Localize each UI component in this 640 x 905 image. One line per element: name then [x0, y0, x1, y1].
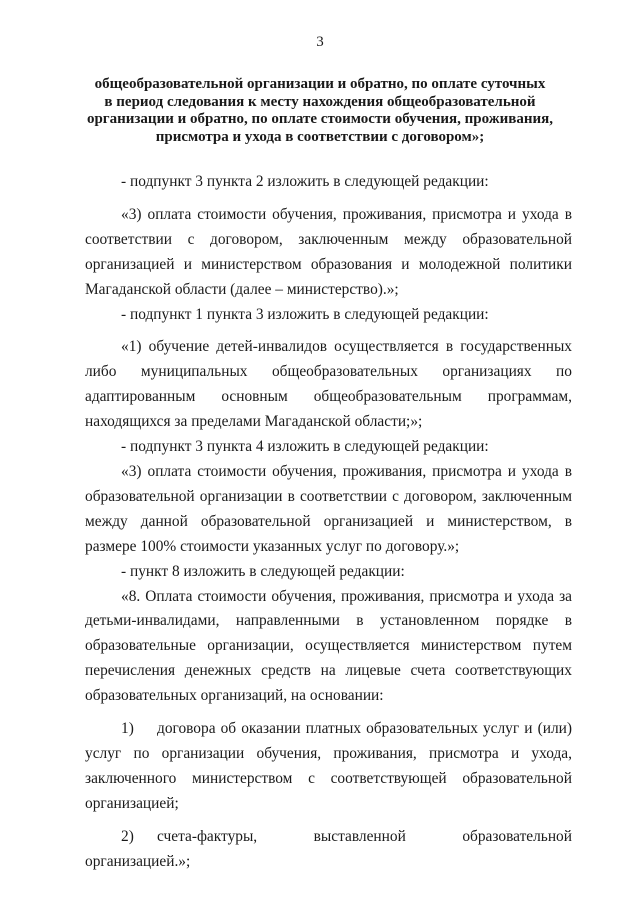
list-item-text: договора об оказании платных образовательных услуг и (или) услуг по организации обучения, проживания, присмотра и ухода, заключенного министерством с соответствующей образовательной организацией;: [85, 720, 572, 812]
page-number: 3: [316, 34, 324, 50]
paragraph: - подпункт 1 пункта 3 изложить в следующей редакции:: [121, 305, 489, 323]
list-item: [85, 717, 572, 817]
list-item-text: счета-фактуры, выставленной образовательной организацией.»;: [85, 827, 572, 870]
paragraph: «3) оплата стоимости обучения, проживания, присмотра и ухода в соответствии с договором, заключенным между образовательной организацией и министерством образования и молодежной политики Магаданской области (далее – министерство).»;: [85, 205, 572, 298]
paragraph: - подпункт 3 пункта 2 изложить в следующей редакции:: [121, 173, 489, 190]
heading-line: присмотра и ухода в соответствии с договором»;: [155, 128, 485, 145]
heading: [60, 76, 580, 146]
list-item-number: 1): [121, 720, 134, 738]
heading-line: общеобразовательной организации и обратно, по оплате суточных: [94, 76, 546, 92]
paragraph: - пункт 8 изложить в следующей редакции:: [121, 562, 405, 580]
heading-line: в период следования к месту нахождения общеобразовательной: [104, 93, 536, 110]
list-item-number: 2): [121, 827, 134, 845]
paragraph: «3) оплата стоимости обучения, проживания, присмотра и ухода в образовательной организации в соответствии с договором, заключенным между данной образовательной организацией и министерством, в размере 100% стоимости указанных услуг по договору.»;: [85, 462, 572, 555]
heading-line: организации и обратно, по оплате стоимости обучения, проживания,: [86, 111, 554, 127]
paragraph: «8. Оплата стоимости обучения, проживания, присмотра и ухода за детьми-инвалидами, направленными в установленном порядке в образовательные организации, осуществляется министерством путем перечисления денежных средств на лицевые счета соответствующих образовательных организаций, на основании:: [85, 587, 572, 705]
paragraph: «1) обучение детей-инвалидов осуществляется в государственных либо муниципальных общеобразовательных организациях по адаптированным основным общеобразовательным программам, находящихся за пределами Магаданской области;»;: [85, 338, 572, 431]
paragraph: - подпункт 3 пункта 4 изложить в следующей редакции:: [121, 438, 489, 456]
list-item: [85, 825, 572, 875]
document-body: [85, 170, 572, 874]
